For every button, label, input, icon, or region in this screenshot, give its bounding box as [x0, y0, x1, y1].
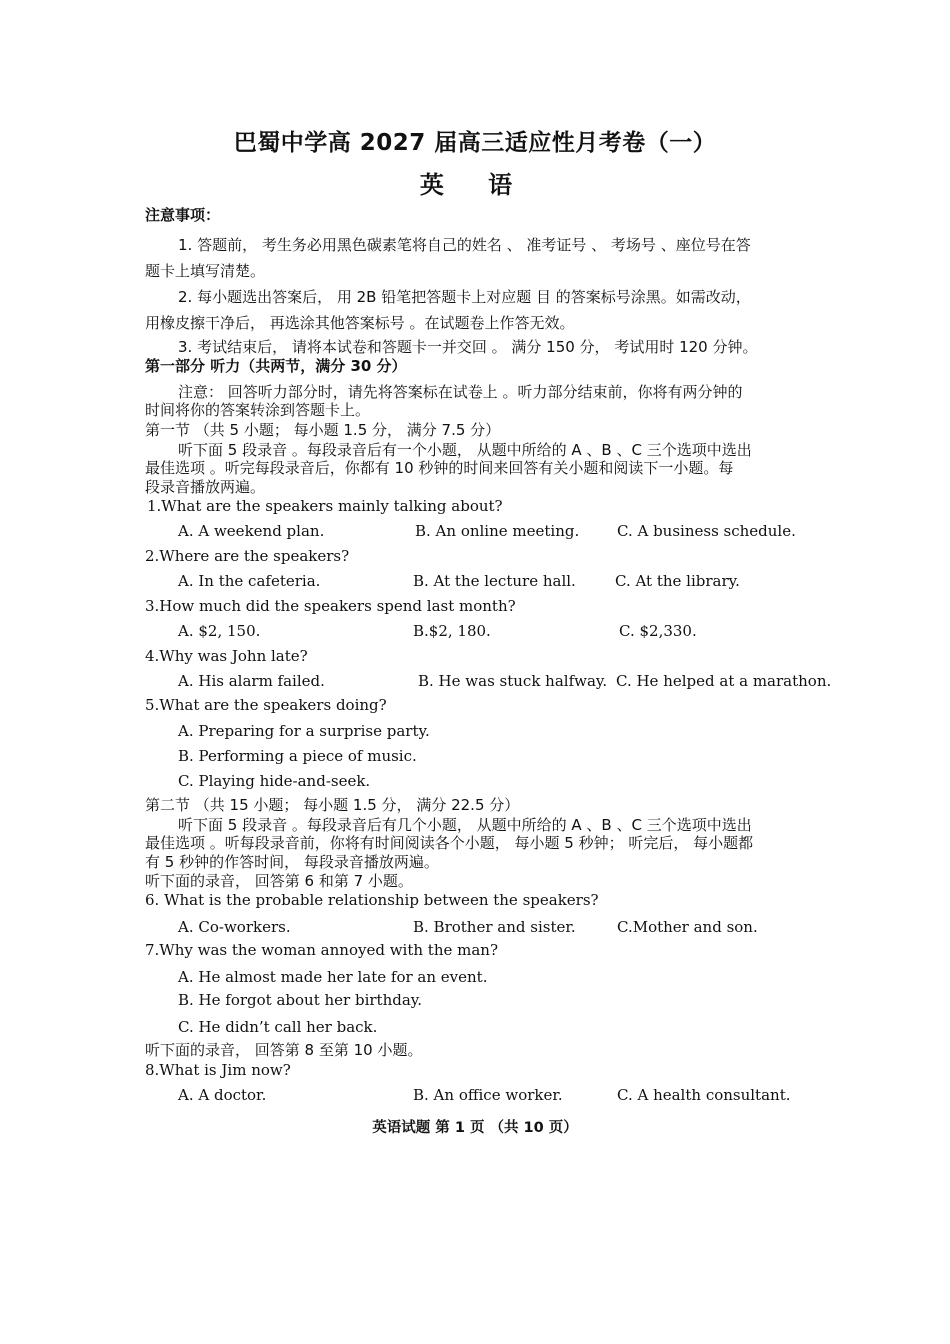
notice-heading: 注意事项：	[145, 206, 221, 224]
question-1-option-b: B. An online meeting.	[415, 522, 580, 540]
question-4-stem: 4.Why was John late?	[145, 647, 308, 665]
question-4-option-b: B. He was stuck halfway.	[418, 672, 608, 690]
notice-item-2-line-2: 用橡皮擦干净后， 再选涂其他答案标号 。在试题卷上作答无效。	[145, 314, 575, 332]
prompt-questions-6-7: 听下面的录音， 回答第 6 和第 7 小题。	[145, 872, 413, 890]
section2-intro-line-2: 最佳选项 。听每段录音前，你将有时间阅读各个小题， 每小题 5 秒钟； 听完后， 每小题都	[145, 834, 754, 852]
question-5-option-c: C. Playing hide-and-seek.	[178, 772, 371, 790]
exam-title: 巴蜀中学高 2027 届高三适应性月考卷（一）	[233, 130, 717, 156]
question-7-option-a: A. He almost made her late for an event.	[178, 968, 488, 986]
question-4-option-c: C. He helped at a marathon.	[616, 672, 832, 690]
question-3-option-b: B.$2, 180.	[413, 622, 491, 640]
section1-intro-line-3: 段录音播放两遍。	[145, 478, 266, 496]
page-footer: 英语试题 第 1 页 （共 10 页）	[372, 1120, 578, 1136]
prompt-questions-8-10: 听下面的录音， 回答第 8 至第 10 小题。	[145, 1041, 423, 1059]
notice-item-2-line-1: 2. 每小题选出答案后， 用 2B 铅笔把答题卡上对应题 目 的答案标号涂黑。如需改动，	[178, 288, 751, 306]
part1-heading: 第一部分 听力（共两节，满分 30 分）	[145, 357, 407, 375]
section2-heading: 第二节 （共 15 小题； 每小题 1.5 分， 满分 22.5 分）	[145, 796, 520, 814]
question-4-option-a: A. His alarm failed.	[178, 672, 325, 690]
question-6-option-a: A. Co-workers.	[178, 918, 291, 936]
question-5-option-a: A. Preparing for a surprise party.	[178, 722, 430, 740]
section1-intro-line-2: 最佳选项 。听完每段录音后，你都有 10 秒钟的时间来回答有关小题和阅读下一小题。每	[145, 459, 734, 477]
question-1-option-c: C. A business schedule.	[617, 522, 796, 540]
subject-title: 英 语	[419, 171, 531, 199]
notice-item-1-line-1: 1. 答题前， 考生务必用黑色碳素笔将自己的姓名 、 准考证号 、 考场号 、座位号在答	[178, 236, 751, 254]
part1-note-line-2: 时间将你的答案转涂到答题卡上。	[145, 401, 371, 419]
part1-note-line-1: 注意： 回答听力部分时，请先将答案标在试卷上 。听力部分结束前，你将有两分钟的	[178, 383, 743, 401]
question-5-stem: 5.What are the speakers doing?	[145, 696, 387, 714]
question-8-option-a: A. A doctor.	[178, 1086, 267, 1104]
question-6-option-b: B. Brother and sister.	[413, 918, 576, 936]
question-2-option-c: C. At the library.	[615, 572, 740, 590]
question-8-option-c: C. A health consultant.	[617, 1086, 791, 1104]
question-1-option-a: A. A weekend plan.	[178, 522, 325, 540]
question-5-option-b: B. Performing a piece of music.	[178, 747, 417, 765]
question-7-stem: 7.Why was the woman annoyed with the man?	[145, 941, 498, 959]
question-1-stem: 1.What are the speakers mainly talking about?	[147, 497, 503, 515]
question-2-option-b: B. At the lecture hall.	[413, 572, 576, 590]
question-3-stem: 3.How much did the speakers spend last month?	[145, 597, 516, 615]
question-2-stem: 2.Where are the speakers?	[145, 547, 350, 565]
question-3-option-c: C. $2,330.	[619, 622, 697, 640]
question-3-option-a: A. $2, 150.	[178, 622, 261, 640]
section1-intro-line-1: 听下面 5 段录音 。每段录音后有一个小题， 从题中所给的 A 、B 、C 三个选项中选出	[178, 441, 752, 459]
section2-intro-line-3: 有 5 秒钟的作答时间， 每段录音播放两遍。	[145, 853, 439, 871]
question-2-option-a: A. In the cafeteria.	[178, 572, 321, 590]
notice-item-1-line-2: 题卡上填写清楚。	[145, 262, 266, 280]
question-7-option-c: C. He didn’t call her back.	[178, 1018, 378, 1036]
notice-item-3: 3. 考试结束后， 请将本试卷和答题卡一并交回 。 满分 150 分， 考试用时 120 分钟。	[178, 338, 758, 356]
question-7-option-b: B. He forgot about her birthday.	[178, 991, 423, 1009]
question-8-stem: 8.What is Jim now?	[145, 1061, 291, 1079]
question-8-option-b: B. An office worker.	[413, 1086, 563, 1104]
question-6-stem: 6. What is the probable relationship between the speakers?	[145, 891, 599, 909]
section2-intro-line-1: 听下面 5 段录音 。每段录音后有几个小题， 从题中所给的 A 、B 、C 三个选项中选出	[178, 816, 752, 834]
question-6-option-c: C.Mother and son.	[617, 918, 758, 936]
section1-heading: 第一节 （共 5 小题； 每小题 1.5 分， 满分 7.5 分）	[145, 421, 501, 439]
